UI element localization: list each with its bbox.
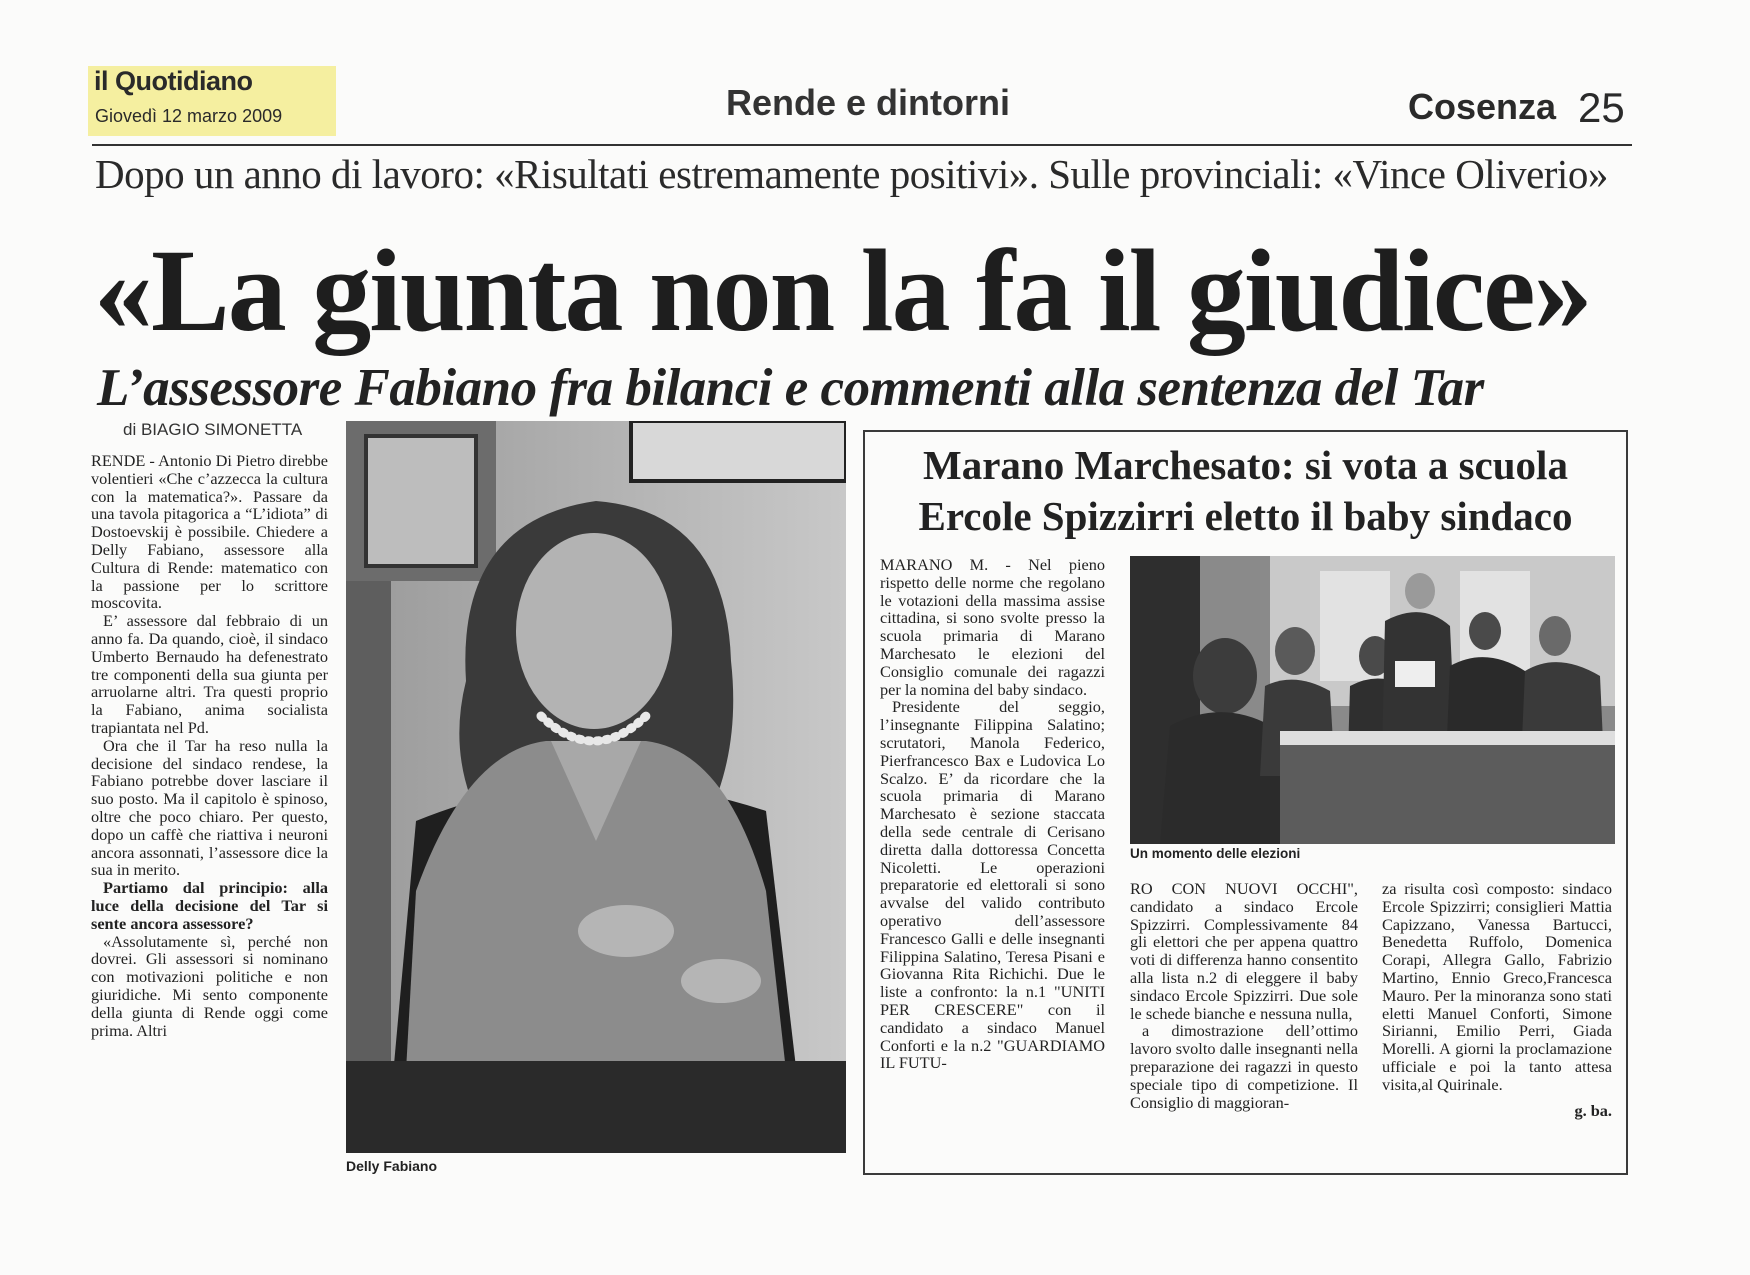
article-kicker: Dopo un anno di lavoro: «Risultati estremamente positivi». Sulle provinciali: «Vince Oliverio»: [95, 151, 1608, 197]
sidebar-column-2: [1130, 880, 1358, 1168]
sidebar-article-title: [863, 440, 1628, 542]
sidebar-paragraph: za risulta così composto: sindaco Ercole Spizzirri; consiglieri Mattia Capizzano, Vanessa Bartucci, Benedetta Ruffolo, Domenica Corapi, Allegra Gallo, Fabrizio Martino, Ennio Greco,Francesca Mauro. Per la minoranza sono stati eletti Manuel Conforti, Simone Sirianni, Emilio Perri, Giada Morelli. A giorni la proclamazione ufficiale e poi la tanto attesa visita,al Quirinale.: [1382, 880, 1612, 1094]
issue-date: Giovedì 12 marzo 2009: [95, 106, 283, 126]
article-subheadline: L’assessore Fabiano fra bilanci e commenti alla sentenza del Tar: [97, 359, 1484, 417]
author-signature: g. ba.: [1574, 1100, 1612, 1120]
sidebar-paragraph: Presidente del seggio, l’insegnante Filippina Salatino; scrutatori, Manola Federico, Pierfrancesco Bax e Ludovica Lo Scalzo. E’ da ricordare che la scuola primaria di Marano Marchesato è sezione staccata della sede centrale di Cerisano diretta dalla dottoressa Concetta Nicoletti. Le operazioni preparatorie ed elettorali si sono avvalse del valido contributo operativo dell’assessore Francesco Galli e delle insegnanti Filippina Salatino, Teresa Pisani e Giovanna Rita Richichi. Due le liste a confronto: la n.1 "UNITI PER CRESCERE" con il candidato a sindaco Manuel Conforti e la n.2 "GUARDIAMO IL FUTU-: [880, 697, 1105, 1073]
city-section: Cosenza: [1408, 86, 1557, 127]
portrait-photo-caption: Delly Fabiano: [346, 1158, 438, 1174]
election-photo-caption: Un momento delle elezioni: [1130, 846, 1301, 861]
newspaper-logo: il Quotidiano: [94, 66, 253, 96]
sidebar-paragraph: MARANO M. - Nel pieno rispetto delle norme che regolano le votazioni della massima assise cittadina, si sono svolte presso la scuola primaria di Marano Marchesato le elezioni del Consiglio comunale dei ragazzi per la nomina del baby sindaco.: [880, 556, 1105, 699]
sidebar-title-line: Ercole Spizzirri eletto il baby sindaco: [918, 493, 1573, 539]
sidebar-paragraph: a dimostrazione dell’ottimo lavoro svolto dalle insegnanti nella preparazione dei ragazzi in questo speciale tipo di competizione. Il Consiglio di maggioran-: [1130, 1021, 1358, 1112]
section-title: Rende e dintorni: [726, 82, 1011, 123]
election-photo-graphic: [1130, 556, 1615, 844]
article-paragraph: E’ assessore dal febbraio di un anno fa. Da quando, cioè, il sindaco Umberto Bernaudo ha defenestrato tre componenti della sua giunta per arruolarne altri. Tra questi proprio la Fabiano, anima socialista trapiantata nel Pd.: [91, 611, 328, 737]
portrait-photo: [346, 421, 846, 1153]
sidebar-column-1: [880, 556, 1105, 1168]
article-headline: «La giunta non la fa il giudice»: [94, 225, 1591, 356]
article-body-column: [91, 452, 328, 1200]
page-number: 25: [1578, 84, 1625, 131]
article-paragraph: Ora che il Tar ha reso nulla la decisione del sindaco rendese, la Fabiano potrebbe dover lasciare il suo posto. Ma il capitolo è spinoso, oltre che poco chiaro. Per questo, dopo un caffè che riattiva i neuroni ancora assonnati, l’assessore dice la sua in merito.: [91, 735, 328, 880]
header-rule: [92, 144, 1632, 146]
sidebar-paragraph: RO CON NUOVI OCCHI", candidato a sindaco Ercole Spizzirri. Complessivamente 84 gli elettori che per appena quattro voti di differenza hanno consentito alla lista n.2 di eleggere il baby sindaco Ercole Spizzirri. Due sole le schede bianche e nessuna nulla,: [1130, 880, 1358, 1023]
interview-question: Partiamo dal principio: alla luce della decisione del Tar si sente ancora assessore?: [91, 878, 328, 933]
sidebar-title-line: Marano Marchesato: si vota a scuola: [923, 442, 1568, 488]
portrait-photo-graphic: [346, 421, 846, 1153]
article-paragraph: «Assolutamente sì, perché non dovrei. Gli assessori si nominano con motivazioni politiche e non giuridiche. Mi sento componente della giunta di Rende oggi come prima. Altri: [91, 931, 328, 1040]
sidebar-column-3: [1382, 880, 1612, 1170]
article-byline: di BIAGIO SIMONETTA: [123, 420, 303, 439]
article-paragraph: RENDE - Antonio Di Pietro direbbe volentieri «Che c’azzecca la cultura con la matematica?». Passare da una tavola pitagorica a “L’idiota” di Dostoevskij è possibile. Chiedere a Delly Fabiano, assessore alla Cultura di Rende: matematico con la passione per lo scrittore moscovita.: [91, 452, 328, 613]
election-photo: [1130, 556, 1615, 844]
